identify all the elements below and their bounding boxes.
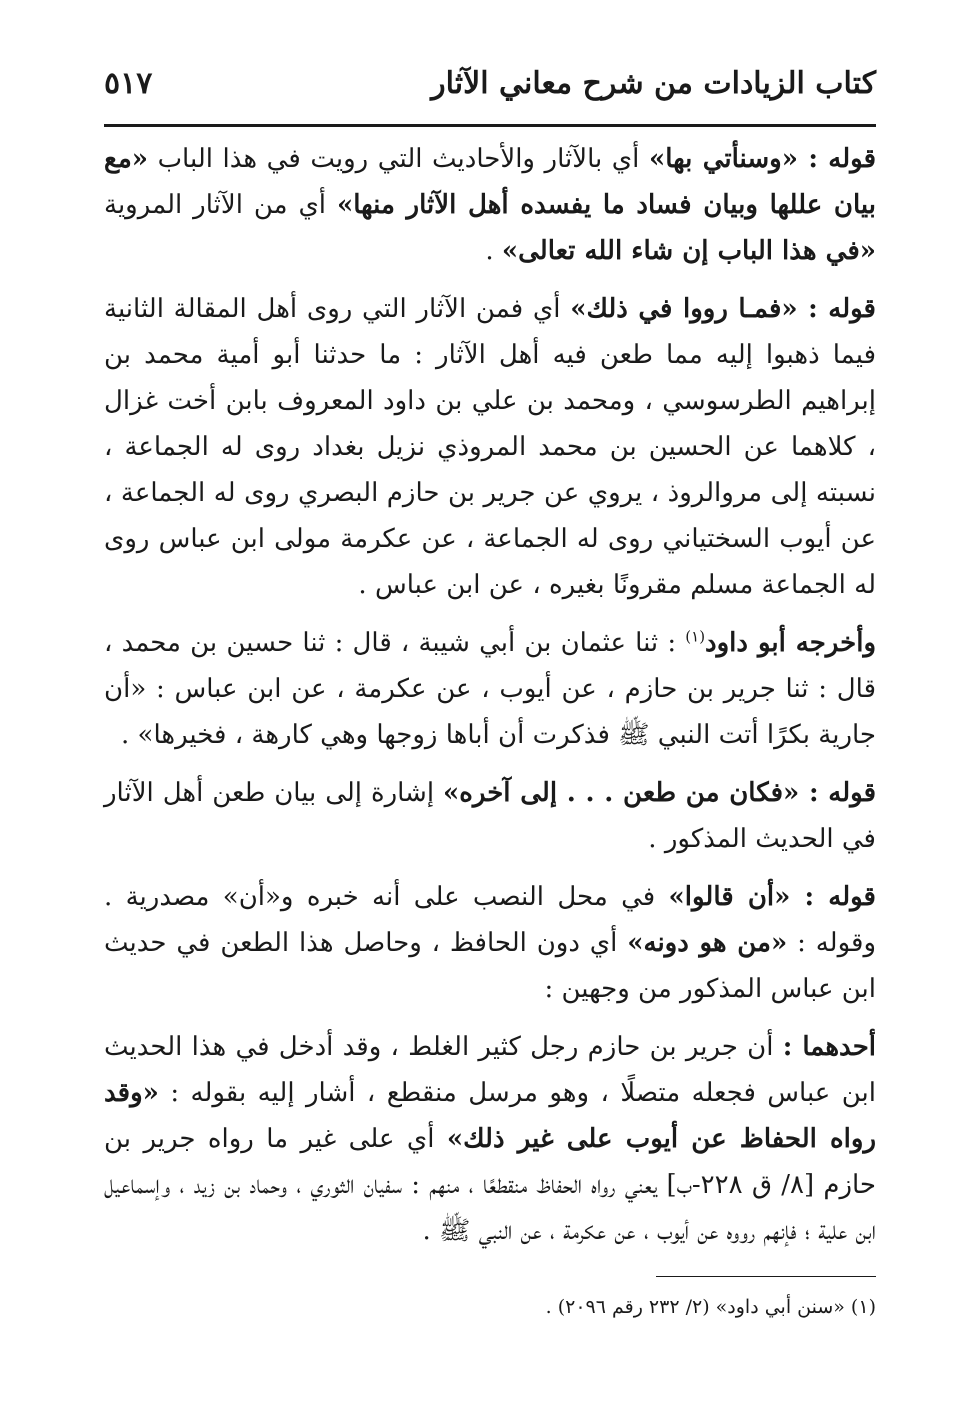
quoted-phrase: «وقد رواه الحفاظ عن أيوب على غير ذلك» [104,1078,877,1154]
quoted-phrase: قوله : «وسنأتي بها» [648,144,876,174]
running-header [104,60,876,116]
paragraph-3 [104,620,876,758]
commentary-text: أي من الآثار المروية [104,190,337,220]
footnote: (١) «سنن أبي داود» (٢/ ٢٣٢ رقم ٢٠٩٦) . [545,1296,876,1318]
commentary-text: أي بالآثار والأحاديث التي رويت في هذا الباب [148,144,649,174]
book-title: كتاب الزيادات من شرح معاني الآثار [431,66,876,101]
paragraph-2 [104,286,876,608]
quoted-phrase: أحدهما : [782,1032,876,1062]
quoted-phrase: «مع بيان عللها وبيان فساد ما يفسده أهل الآثار منها» [104,144,876,220]
commentary-text: أي على غير ما رواه جرير بن حازم [٨/ ق ٢٢٨-ب] يعني رواه الحفاظ منقطعًا ، منهم : سفيان الثوري ، وحماد بن زيد ، وإسماعيل ابن علية ؛ فإنهم رووه عن أيوب ، عن عكرمة ، عن النبي ﷺ . [104,1124,876,1246]
paragraph-4 [104,770,876,862]
paragraph-1 [104,136,876,274]
footnote-rule [656,1276,876,1277]
main-text [104,136,876,1266]
paragraph-6 [104,1024,876,1254]
footnote-ref: (١) [685,627,706,646]
quoted-phrase: وأخرجه أبو داود [705,628,877,658]
quoted-phrase: قوله : «فكان من طعن . . . إلى آخره» [443,778,877,808]
quoted-phrase: قوله : «فمـا رووا في ذلك» [570,294,876,324]
header-rule [104,124,876,127]
paragraph-5 [104,874,876,1012]
page-number: ٥١٧ [104,66,153,101]
quoted-phrase: «في هذا الباب إن شاء الله تعالى» [501,236,876,266]
commentary-text: : ثنا عثمان بن أبي شيبة ، قال : ثنا حسين بن محمد ، قال : ثنا جرير بن حازم ، عن أيوب ، عن عكرمة ، عن ابن عباس : «أن جارية بكرًا أتت النبي ﷺ فذكرت أن أباها زوجها وهي كارهة ، فخيرها» . [104,628,876,750]
page [104,60,877,1246]
quoted-phrase: قوله : «أن قالوا» [668,882,876,912]
commentary-text: . [485,236,502,266]
commentary-text: أي دون الحافظ ، وحاصل هذا الطعن في حديث ابن عباس المذكور من وجهين : [104,928,876,1004]
quoted-phrase: «من هو دونه» [627,928,788,958]
commentary-text: في محل النصب على أنه خبره و«أن» مصدرية . وقوله : [104,882,877,958]
commentary-text: إشارة إلى بيان طعن أهل الآثار في الحديث المذكور . [104,778,876,854]
commentary-text: أن جرير بن حازم رجل كثير الغلط ، وقد أدخل في هذا الحديث ابن عباس فجعله متصلًا ، وهو مرسل منقطع ، أشار إليه بقوله : [104,1032,876,1108]
commentary-text: أي فمن الآثار التي روى أهل المقالة الثانية فيما ذهبوا إليه مما طعن فيه أهل الآثار : ما حدثنا أبو أمية محمد بن إبراهيم الطرسوسي ، ومحمد بن علي بن داود المعروف بابن أخت غزال ، كلاهما عن الحسين بن محمد المروذي نزيل بغداد روى له الجماعة ، نسبته إلى مروالروذ ، يروي عن جرير بن حازم البصري روى له الجماعة ، عن أيوب السختياني روى له الجماعة ، عن عكرمة مولى ابن عباس روى له الجماعة مسلم مقرونًا بغيره ، عن ابن عباس . [104,294,876,600]
